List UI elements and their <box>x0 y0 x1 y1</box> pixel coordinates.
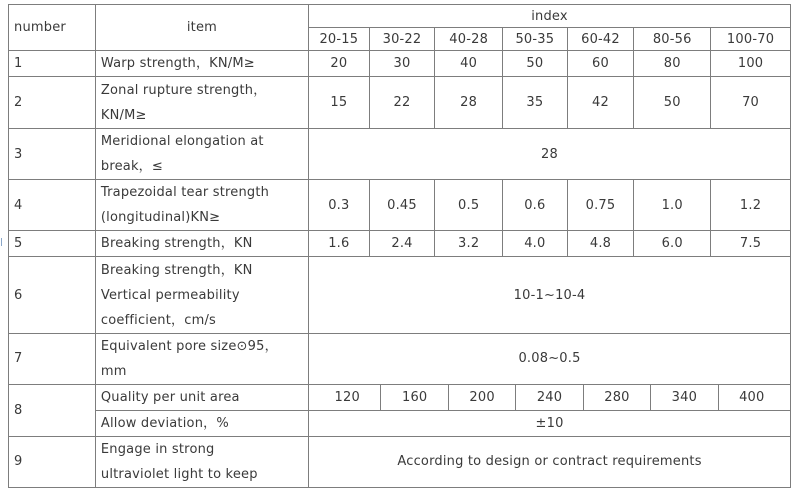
row-item-line: Zonal rupture strength， <box>100 82 267 98</box>
row-item: Quality per unit area <box>95 384 308 410</box>
row-value: 100 <box>711 51 791 77</box>
range-header: 30-22 <box>369 28 435 51</box>
quality-values-grid <box>314 385 785 410</box>
specification-table <box>8 4 791 488</box>
row-item-line: Vertical permeability <box>100 287 240 303</box>
row-value: 160 <box>380 385 447 410</box>
row-value: 1.6 <box>309 231 370 257</box>
row-item-line: (longitudinal)KN≥ <box>100 210 221 226</box>
row-value: 6.0 <box>634 231 711 257</box>
row-value: 240 <box>515 385 582 410</box>
table-row <box>9 257 791 333</box>
header-row-index <box>9 5 791 28</box>
row-value: 4.0 <box>503 231 568 257</box>
row-value: 280 <box>583 385 650 410</box>
table-row <box>9 384 791 410</box>
row-value: 15 <box>309 77 370 129</box>
row-value: 0.3 <box>309 180 370 231</box>
table-row <box>9 180 791 231</box>
row-item <box>95 77 308 129</box>
row-number: 1 <box>9 51 96 77</box>
row-item-line: Engage in strong <box>100 441 215 457</box>
row-value: 0.6 <box>503 180 568 231</box>
row-value: 80 <box>634 51 711 77</box>
row-item-line: mm <box>100 363 127 379</box>
row-item-line: coefficient，cm/s <box>100 312 216 328</box>
row-value: 28 <box>435 77 503 129</box>
row-item-line: Breaking strength，KN <box>100 262 253 278</box>
row-span-value: ±10 <box>309 410 791 436</box>
row-value: 22 <box>369 77 435 129</box>
row-item <box>95 257 308 333</box>
row-item-line: ultraviolet light to keep <box>100 466 258 482</box>
range-header: 20-15 <box>309 28 370 51</box>
row-span-value: 28 <box>309 129 791 180</box>
column-header-number: number <box>9 5 96 51</box>
row-value: 40 <box>435 51 503 77</box>
row-value: 50 <box>634 77 711 129</box>
row-value: 20 <box>309 51 370 77</box>
row-value: 200 <box>448 385 515 410</box>
row-value: 340 <box>650 385 717 410</box>
edge-marker <box>1 238 6 246</box>
row-item <box>95 180 308 231</box>
row-value: 42 <box>567 77 634 129</box>
column-header-index: index <box>309 5 791 28</box>
row-number: 2 <box>9 77 96 129</box>
table-row <box>9 51 791 77</box>
range-header: 60-42 <box>567 28 634 51</box>
table-row <box>9 333 791 384</box>
row-item-line: break，≤ <box>100 159 163 175</box>
row-number: 5 <box>9 231 96 257</box>
row-item <box>95 333 308 384</box>
row-span-value: 10-1~10-4 <box>309 257 791 333</box>
row-value: 2.4 <box>369 231 435 257</box>
row-span-value: According to design or contract requirements <box>309 436 791 487</box>
row-value: 7.5 <box>711 231 791 257</box>
row-number: 8 <box>9 384 96 436</box>
row-item-line: Trapezoidal tear strength <box>100 185 270 201</box>
row-number: 7 <box>9 333 96 384</box>
row-item: Warp strength，KN/M≥ <box>95 51 308 77</box>
row-value: 60 <box>567 51 634 77</box>
row-item <box>95 129 308 180</box>
quality-values <box>309 384 791 410</box>
range-header: 40-28 <box>435 28 503 51</box>
row-value: 1.0 <box>634 180 711 231</box>
range-header: 80-56 <box>634 28 711 51</box>
table-row <box>9 129 791 180</box>
row-value: 35 <box>503 77 568 129</box>
row-span-value: 0.08~0.5 <box>309 333 791 384</box>
row-value: 4.8 <box>567 231 634 257</box>
table-row <box>9 231 791 257</box>
row-value: 0.5 <box>435 180 503 231</box>
table-row <box>9 436 791 487</box>
table-row <box>9 410 791 436</box>
row-number: 6 <box>9 257 96 333</box>
row-number: 4 <box>9 180 96 231</box>
row-value: 400 <box>718 385 785 410</box>
row-item-line: Meridional elongation at <box>100 134 264 150</box>
row-item-line: Equivalent pore size⊙95， <box>100 338 278 354</box>
row-value: 120 <box>334 389 360 405</box>
column-header-item: item <box>95 5 308 51</box>
range-header: 100-70 <box>711 28 791 51</box>
row-value: 0.75 <box>567 180 634 231</box>
row-number: 3 <box>9 129 96 180</box>
row-value: 70 <box>711 77 791 129</box>
row-value: 30 <box>369 51 435 77</box>
range-header: 50-35 <box>503 28 568 51</box>
row-value: 1.2 <box>711 180 791 231</box>
row-number: 9 <box>9 436 96 487</box>
row-item: Breaking strength，KN <box>95 231 308 257</box>
row-item <box>95 436 308 487</box>
table-row <box>9 77 791 129</box>
row-value: 0.45 <box>369 180 435 231</box>
row-item-line: KN/M≥ <box>100 107 147 123</box>
row-item: Allow deviation，% <box>95 410 308 436</box>
row-value: 3.2 <box>435 231 503 257</box>
row-value: 50 <box>503 51 568 77</box>
